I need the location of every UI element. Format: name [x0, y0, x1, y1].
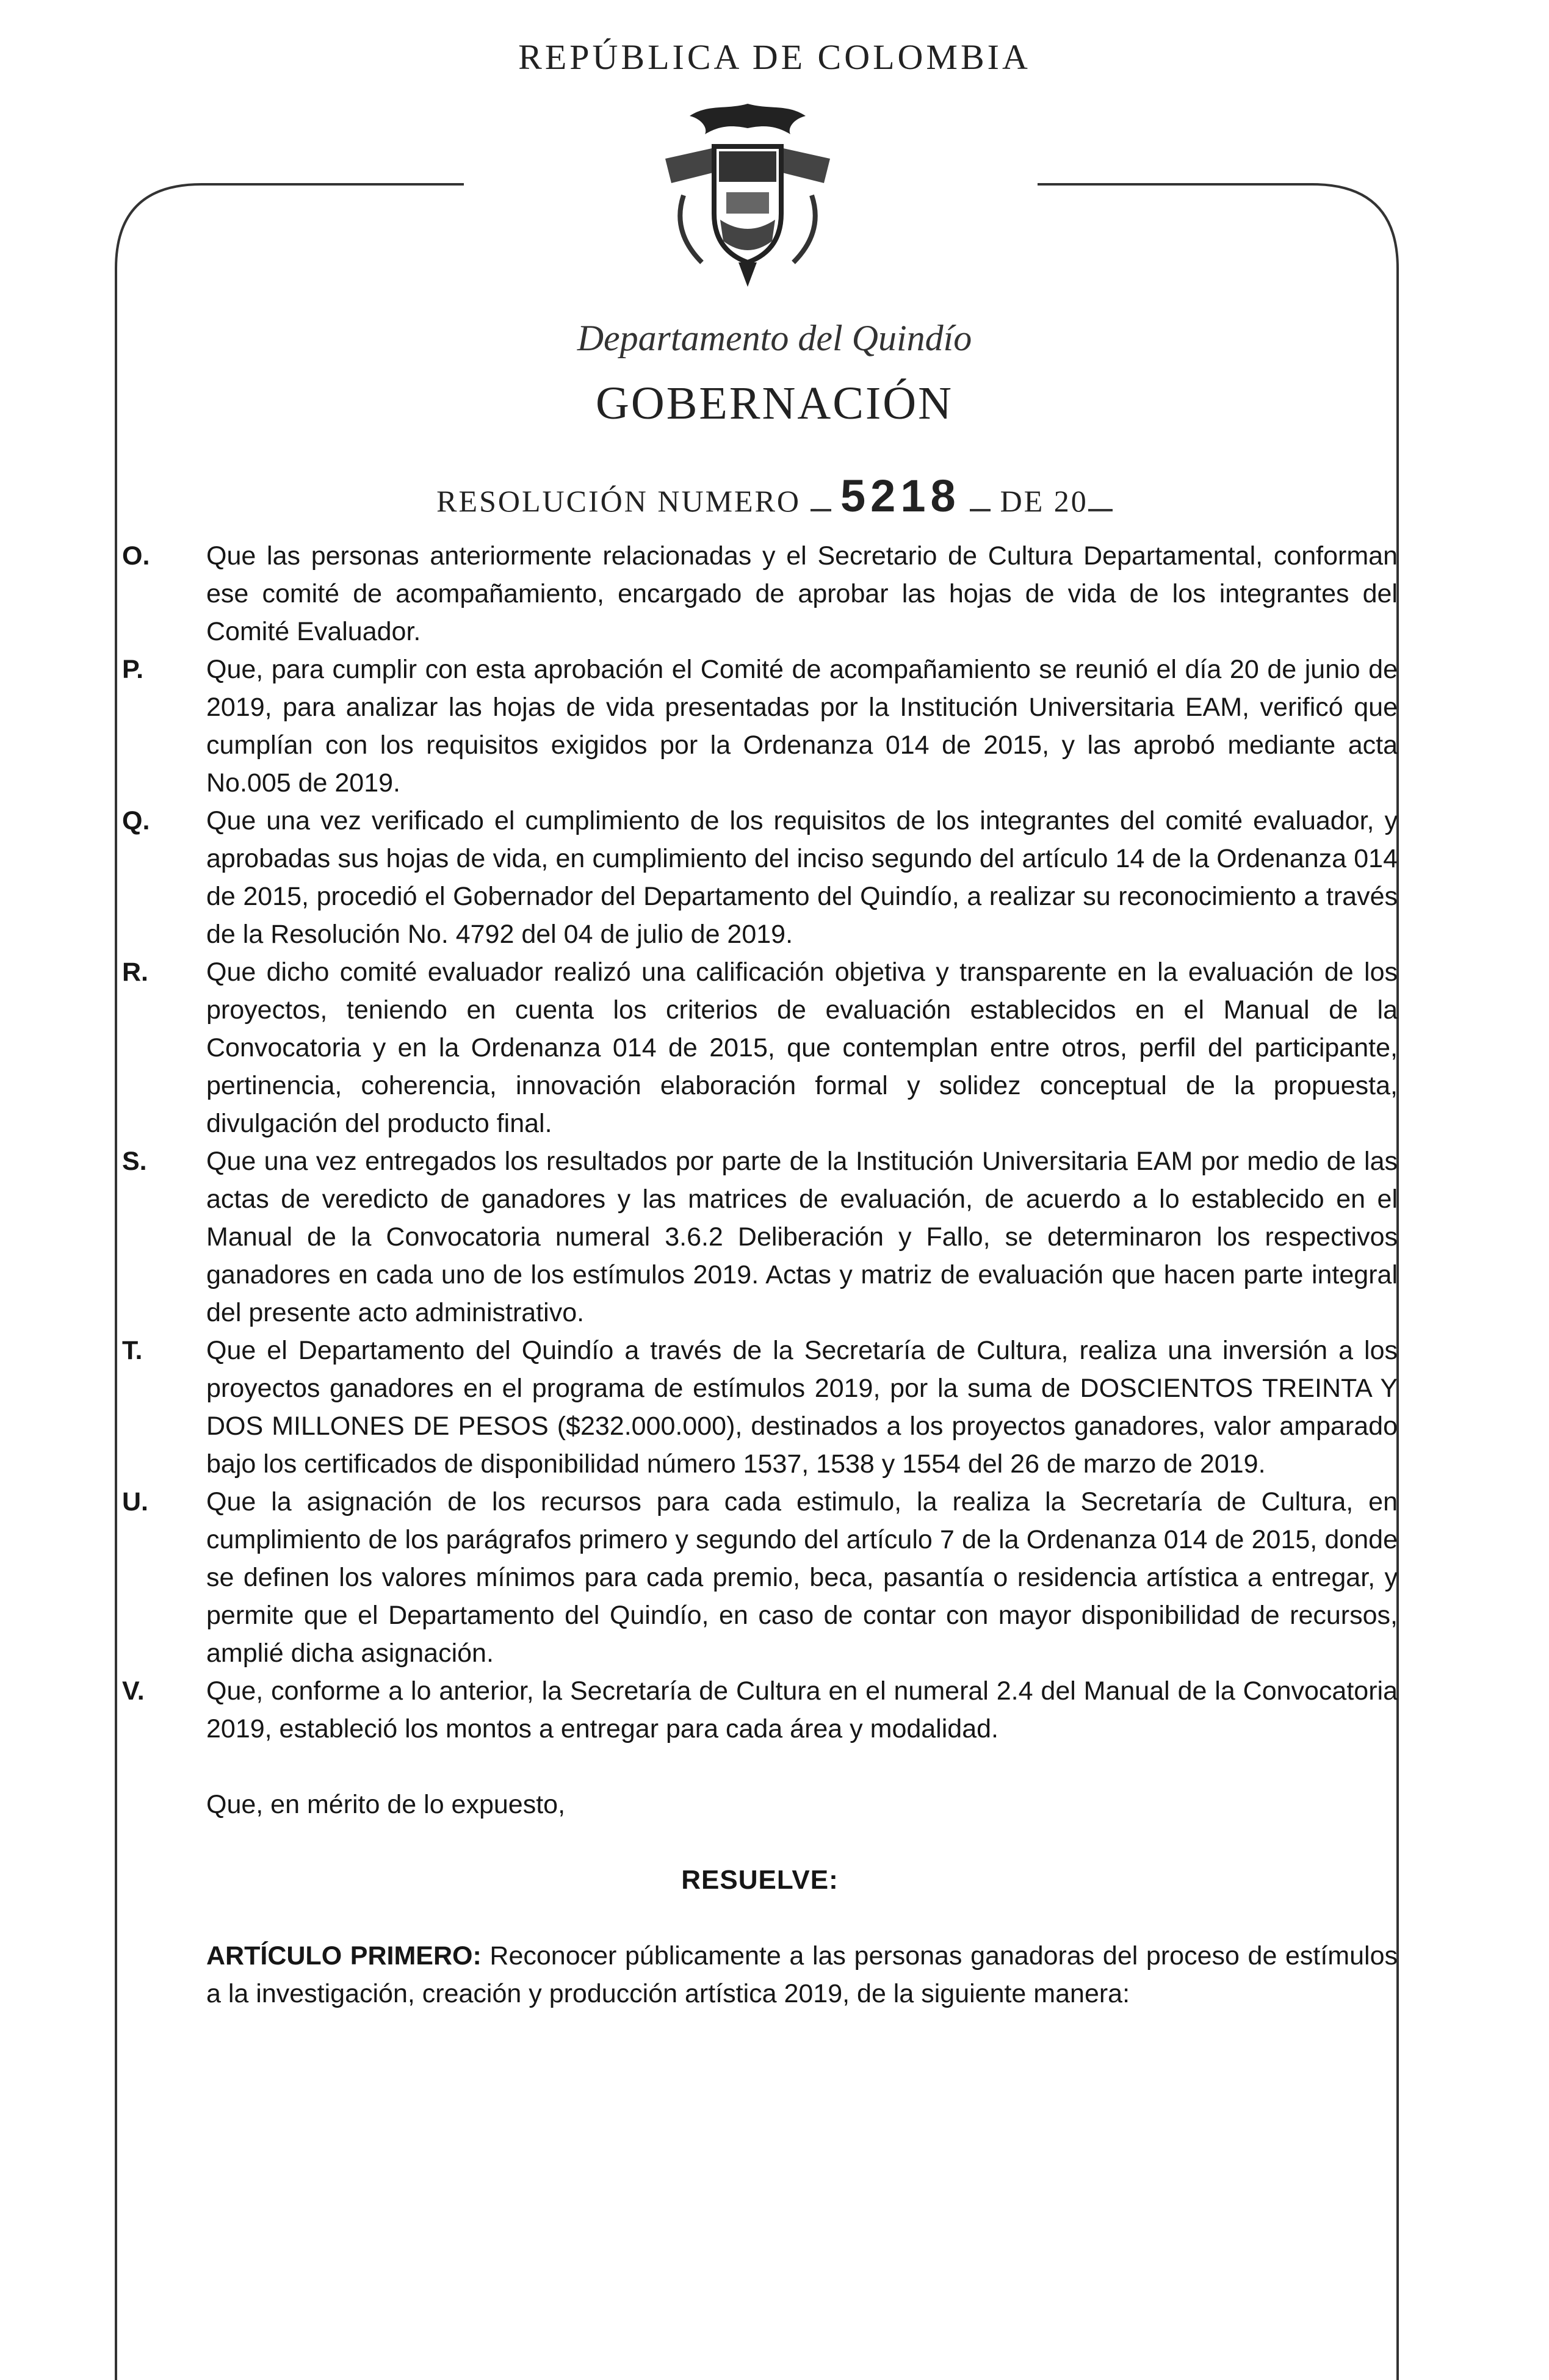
resolution-line [0, 470, 1549, 522]
resolution-number: 5218 [840, 471, 961, 521]
resolution-suffix: DE 20 [1000, 484, 1088, 518]
clause-letter: V. [122, 1676, 145, 1706]
clause-item [122, 1483, 1398, 1672]
resolves-heading: RESUELVE: [681, 1865, 839, 1895]
department-name: Departamento del Quindío [577, 318, 972, 358]
coat-of-arms-icon [647, 92, 848, 293]
clause-letter: R. [122, 957, 148, 987]
article-label: ARTÍCULO PRIMERO: [206, 1941, 482, 1971]
clause-letter: U. [122, 1487, 148, 1516]
clause-text: Que las personas anteriormente relacionadas y el Secretario de Cultura Departamental, conforman ese comité de acompañamiento, encargado de aprobar las hojas de vida de los integrantes del Comité Evaluador. [206, 541, 1398, 646]
office-heading: GOBERNACIÓN [595, 378, 954, 429]
article-text: Reconocer públicamente a las personas ganadoras del proceso de estímulos a la investigación, creación y producción artística 2019, de la siguiente manera: [206, 1941, 1398, 2008]
clause-item [122, 537, 1398, 651]
clause-text: Que, para cumplir con esta aprobación el Comité de acompañamiento se reunió el día 20 de junio de 2019, para analizar las hojas de vida presentadas por la Institución Universitaria EAM, verificó que cumplían con los requisitos exigidos por la Ordenanza 014 de 2015, y las aprobó mediante acta No.005 de 2019. [206, 655, 1398, 798]
clause-item [122, 1142, 1398, 1332]
article-paragraph [122, 1937, 1398, 2013]
blank-underline [811, 509, 831, 511]
clause-text: Que una vez entregados los resultados por parte de la Institución Universitaria EAM por medio de las actas de veredicto de ganadores y las matrices de evaluación, de acuerdo a lo establecido en el Manual de la Convocatoria numeral 3.6.2 Deliberación y Fallo, se determinaron los respectivos ganadores en cada uno de los estímulos 2019. Actas y matriz de evaluación que hacen parte integral del presente acto administrativo. [206, 1147, 1398, 1327]
resolution-body [122, 537, 1398, 2013]
clause-text: Que, conforme a lo anterior, la Secretaría de Cultura en el numeral 2.4 del Manual de la Convocatoria 2019, estableció los montos a entregar para cada área y modalidad. [206, 1676, 1398, 1744]
blank-underline [970, 509, 991, 511]
clause-item [122, 953, 1398, 1142]
considering-text: Que, en mérito de lo expuesto, [206, 1790, 566, 1819]
clause-text: Que una vez verificado el cumplimiento de los requisitos de los integrantes del comité evaluador, y aprobadas sus hojas de vida, en cumplimiento del inciso segundo del artículo 14 de la Ordenanza 014 de 2015, procedió el Gobernador del Departamento del Quindío, a realizar su reconocimiento a través de la Resolución No. 4792 del 04 de julio de 2019. [206, 806, 1398, 949]
clause-item [122, 1332, 1398, 1483]
clause-letter: Q. [122, 806, 150, 835]
year-blank [1088, 509, 1113, 511]
clause-letter: P. [122, 655, 144, 684]
clause-text: Que dicho comité evaluador realizó una calificación objetiva y transparente en la evaluación de los proyectos, teniendo en cuenta los criterios de evaluación establecidos en el Manual de la Convocatoria y en la Ordenanza 014 de 2015, que contemplan entre otros, perfil del participante, pertinencia, coherencia, innovación elaboración formal y solidez conceptual de la propuesta, divulgación del producto final. [206, 957, 1398, 1138]
clause-item [122, 1672, 1398, 1748]
clause-item [122, 651, 1398, 802]
clause-letter: T. [122, 1336, 143, 1365]
clause-text: Que el Departamento del Quindío a través de la Secretaría de Cultura, realiza una inversión a los proyectos ganadores en el programa de estímulos 2019, por la suma de DOSCIENTOS TREINTA Y DOS MILLONES DE PESOS ($232.000.000), destinados a los proyectos ganadores, valor amparado bajo los certificados de disponibilidad número 1537, 1538 y 1554 del 26 de marzo de 2019. [206, 1336, 1398, 1479]
clause-item [122, 802, 1398, 953]
country-heading: REPÚBLICA DE COLOMBIA [518, 37, 1031, 77]
clause-letter: O. [122, 541, 150, 571]
clause-text: Que la asignación de los recursos para cada estimulo, la realiza la Secretaría de Cultura, en cumplimiento de los parágrafos primero y segundo del artículo 7 de la Ordenanza 014 de 2015, donde se definen los valores mínimos para cada premio, beca, pasantía o residencia artística a entregar, y permite que el Departamento del Quindío, en caso de contar con mayor disponibilidad de recursos, amplié dicha asignación. [206, 1487, 1398, 1668]
clause-letter: S. [122, 1147, 147, 1176]
resolution-prefix: RESOLUCIÓN NUMERO [436, 484, 801, 518]
